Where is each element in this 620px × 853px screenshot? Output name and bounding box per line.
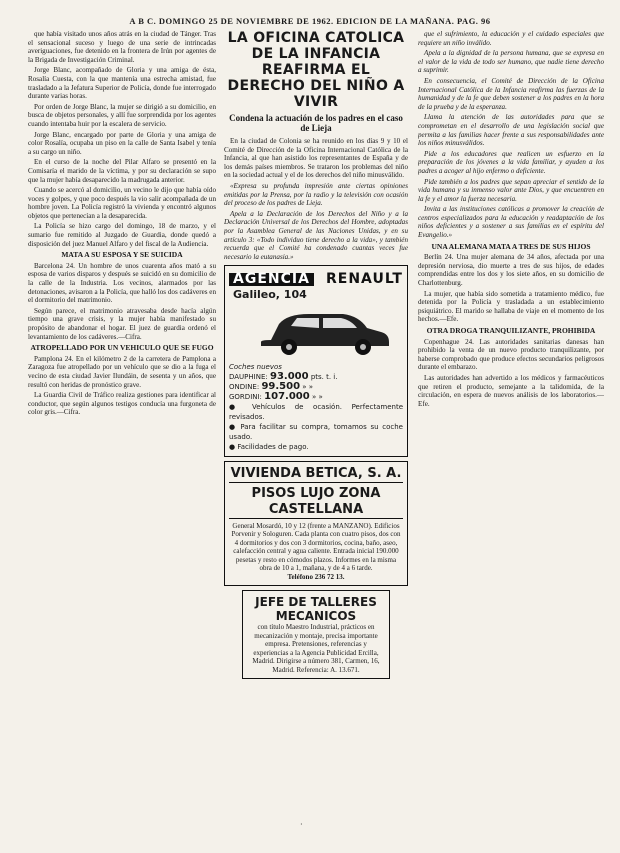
article-headline: UNA ALEMANA MATA A TRES DE SUS HIJOS	[431, 241, 591, 251]
vivienda-subtitle: PISOS LUJO ZONA CASTELLANA	[229, 486, 403, 519]
price-row	[229, 372, 403, 382]
page-header: A B C. DOMINGO 25 DE NOVIEMBRE DE 1962. EDICION DE LA MAÑANA. PAG. 96	[129, 16, 491, 26]
paragraph: Según parece, el matrimonio atravesaba desde hacía algún tiempo una grave crisis, y la mujer había manifestado su propósito de abandonar el hogar. El juez de guardia ordenó el levantamiento de los cadáveres.—Cifra.	[28, 306, 216, 341]
vivienda-phone: Teléfono 236 72 13.	[287, 572, 345, 581]
paragraph: Copenhague 24. Las autoridades sanitarias danesas han prohibido la venta de un nuevo producto tranquilizante, por haberse comprobado que produce efectos secundarios peligrosos durante el embarazo.	[418, 337, 604, 372]
vivienda-body: General Mosardó, 10 y 12 (frente a MANZANO). Edificios Porvenir y Sologuren. Cada planta con cuatro pisos, dos con 4 dormitorios y dos con 3 dormitorios, cocina, baño, aseo, calefacción central y agua caliente. Entrada inicial 190.000 pesetas y resto en cómodos plazos. Informes en la misma obra de 10 a 1, mañana, y de 4 a 6 tarde.	[231, 521, 401, 573]
paragraph: Apela a la Declaración de los Derechos del Niño y a la Declaración Universal de los Derechos del Hombre, adoptadas por la Asamblea General de las Naciones Unidas, y en su artículo 3: «Todo individuo tiene derecho a la vida», y también recuerda que el Comité ha condenado cuantas veces fue necesario la eutanasia.»	[224, 209, 408, 261]
vivienda-title: VIVIENDA BETICA, S. A.	[230, 465, 402, 481]
paragraph: Cuando se acercó al domicilio, un vecino le dijo que había oído voces y golpes, y que poco después la vio salir acompañada de un hombre joven. La Policía registró la vivienda y encontró algunos objetos que pertenecían a la desaparecida.	[28, 186, 216, 220]
paragraph: «Expresa su profunda impresión ante ciertas opiniones emitidas por la Prensa, por la radio y la televisión con ocasión del proceso de los padres de Lieja.	[224, 181, 408, 208]
paragraph: Por orden de Jorge Blanc, la mujer se dirigió a su domicilio, en busca de objetos personales, y allí fue sorprendida por los agentes cuando intentaba huir por la escalera de servicio.	[28, 102, 216, 128]
paragraph: En el curso de la noche del Pilar Alfaro se presentó en la Comisaría el marido de la víctima, y por su declaración se supo que la mujer había desaparecido la madrugada anterior.	[28, 158, 216, 184]
column-right	[418, 30, 604, 830]
ad-line: ● Facilidades de pago.	[229, 442, 309, 451]
price-unit: » »	[302, 382, 314, 391]
price-row	[229, 382, 403, 392]
jefe-body: con título Maestro Industrial, prácticos en mecanización y montaje, precisa importante empresa. Pretensiones, referencias y experiencias a la Agencia Publicidad Ercilla, Madrid. Dirigirse a número 381, Carmen, 16, Madrid. Referencia: A. 13.671.	[252, 623, 380, 674]
paragraph: Pide también a los padres que sepan apreciar el sentido de la vida humana y su inmenso valor ante Dios, y que encuentren en la fe y el amor la fuerza necesaria.	[418, 177, 604, 203]
price-unit: pts. t. i.	[310, 372, 338, 381]
model-label: GORDINI:	[229, 392, 262, 401]
folio-mark: ·	[300, 820, 303, 829]
ad-line: ● Para facilitar su compra, tomamos su coche usado.	[229, 422, 403, 441]
vivienda-ad	[224, 461, 408, 587]
paragraph: Jorge Blanc, encargado por parte de Gloria y una amiga de color Rosalía, ocupaba un piso en la calle de Santa Isabel y tenía a su cargo un niño.	[28, 130, 216, 156]
paragraph: La mujer, que había sido sometida a tratamiento médico, fue detenida por la Policía y trasladada a un establecimiento psiquiátrico. El marido se hallaba de viaje en el momento de los hechos.—Efe.	[418, 289, 604, 324]
car-illustration	[229, 300, 403, 362]
article-headline: MATA A SU ESPOSA Y SE SUICIDA	[61, 250, 183, 260]
paragraph: La Policía se hizo cargo del domingo, 18 de marzo, y el sumario fue remitido al Juzgado de Guardia, donde quedó a disposición del juez Manuel Alfaro y del fiscal de la Audiencia.	[28, 222, 216, 248]
coches-label: Coches nuevos	[229, 362, 282, 371]
paragraph: que había visitado unos años atrás en la ciudad de Tánger. Tras el sensacional suceso y luego de una serie de intrincadas averiguaciones, fue detenido en la frontera de Irún por agentes de la Brigada de Investigación Criminal.	[28, 30, 216, 64]
price-list	[229, 362, 403, 452]
paragraph: En consecuencia, el Comité de Dirección de la Oficina Internacional Católica de la Infancia reafirma las fuerzas de la humanidad y de la fe que deben sostener a los padres en la hora de la prueba y de la esperanza.	[418, 76, 604, 111]
paragraph: Apela a la dignidad de la persona humana, que se expresa en el valor de la vida de todo ser humano, que nadie tiene derecho a suprimir.	[418, 49, 604, 75]
paragraph: Las autoridades han advertido a los médicos y farmacéuticos que retiren el producto, semejante a la talidomida, de la circulación, en espera de nuevos análisis de los laboratorios.—Efe.	[418, 373, 604, 408]
agencia-label: AGENCIA	[229, 273, 314, 286]
paragraph: En la ciudad de Colonia se ha reunido en los días 9 y 10 el Comité de Dirección de la Oficina Internacional Católica de la Infancia, al que han asistido los representantes de España y de los demás países miembros. Se trataron los problemas del niño en la sociedad actual y el de los derechos del niño minusválido.	[224, 137, 408, 180]
paragraph: Pamplona 24. En el kilómetro 2 de la carretera de Pamplona a Zaragoza fue atropellado por un vehículo que se dio a la fuga el vecino de esta ciudad Javier Ilundáin, de sesenta y un años, que resultó con heridas de pronóstico grave.	[28, 354, 216, 389]
ad-line: ● Vehículos de ocasión. Perfectamente revisados.	[229, 402, 403, 421]
article-headline: ATROPELLADO POR UN VEHICULO QUE SE FUGO	[30, 343, 214, 353]
column-center	[224, 30, 408, 830]
jefe-ad	[242, 590, 390, 679]
renault-ad	[224, 265, 408, 457]
price-row	[229, 392, 403, 402]
paragraph: Pide a los educadores que realicen un esfuerzo en la preparación de los jóvenes a la vida familiar, y ayuden a los padres a acoger al hijo enfermo o deficiente.	[418, 149, 604, 175]
jefe-subtitle: MECANICOS	[275, 609, 357, 624]
quote-block	[418, 30, 604, 240]
quote-block	[224, 182, 408, 261]
price-unit: » »	[311, 392, 323, 401]
model-price: 107.000	[264, 390, 310, 402]
paragraph: Llama la atención de las autoridades para que se comprometan en el desarrollo de una legislación social que permita a las familias hacer frente a sus responsabilidades ante los niños minusválidos.	[418, 113, 604, 148]
car-icon	[229, 300, 403, 362]
paragraph: Berlín 24. Una mujer alemana de 34 años, afectada por una depresión nerviosa, dio muerte a tres de sus hijos, de edades comprendidas entre los dos y los siete años, en su domicilio de Charlottenburg.	[418, 253, 604, 288]
article-headline: OTRA DROGA TRANQUILIZANTE, PROHIBIDA	[426, 326, 596, 335]
main-subtitle: Condena la actuación de los padres en el caso de Lieja	[229, 113, 403, 133]
paragraph: que el sufrimiento, la educación y el cuidado especiales que requiere un niño inválido.	[418, 30, 604, 47]
paragraph: La Guardia Civil de Tráfico realiza gestiones para identificar al conductor, que según algunos testigos conducía una furgoneta de color gris.—Cifra.	[28, 391, 216, 417]
model-label: DAUPHINE:	[229, 372, 268, 381]
main-headline: LA OFICINA CATOLICA DE LA INFANCIA REAFIRMA EL DERECHO DEL NIÑO A VIVIR	[227, 30, 405, 110]
renault-brand: RENAULT	[326, 271, 403, 288]
model-price: 99.500	[261, 380, 301, 392]
model-price: 93.000	[269, 370, 309, 382]
jefe-title: JEFE DE TALLERES	[255, 595, 377, 610]
column-left	[28, 30, 216, 830]
model-label: ONDINE:	[229, 382, 260, 391]
agency-address: Galileo, 104	[233, 288, 307, 302]
paragraph: Barcelona 24. Un hombre de unos cuarenta años mató a su esposa de varios disparos y después se suicidó en su domicilio de la calle de la Industria. Los vecinos, alarmados por las detonaciones, avisaron a la Policía, que halló los dos cadáveres en el dormitorio del matrimonio.	[28, 261, 216, 305]
paragraph: Invita a las instituciones católicas a promover la creación de centros especializados para la educación y readaptación de los niños deficientes y a sostener a sus familias en el espíritu del Evangelio.»	[418, 205, 604, 240]
paragraph: Jorge Blanc, acompañado de Gloria y una amiga de ésta, Rosalía Cuesta, con la que mantenía una estrecha amistad, fue trasladado a la Jefatura Superior de Policía, donde fue interrogado durante varias horas.	[28, 66, 216, 101]
